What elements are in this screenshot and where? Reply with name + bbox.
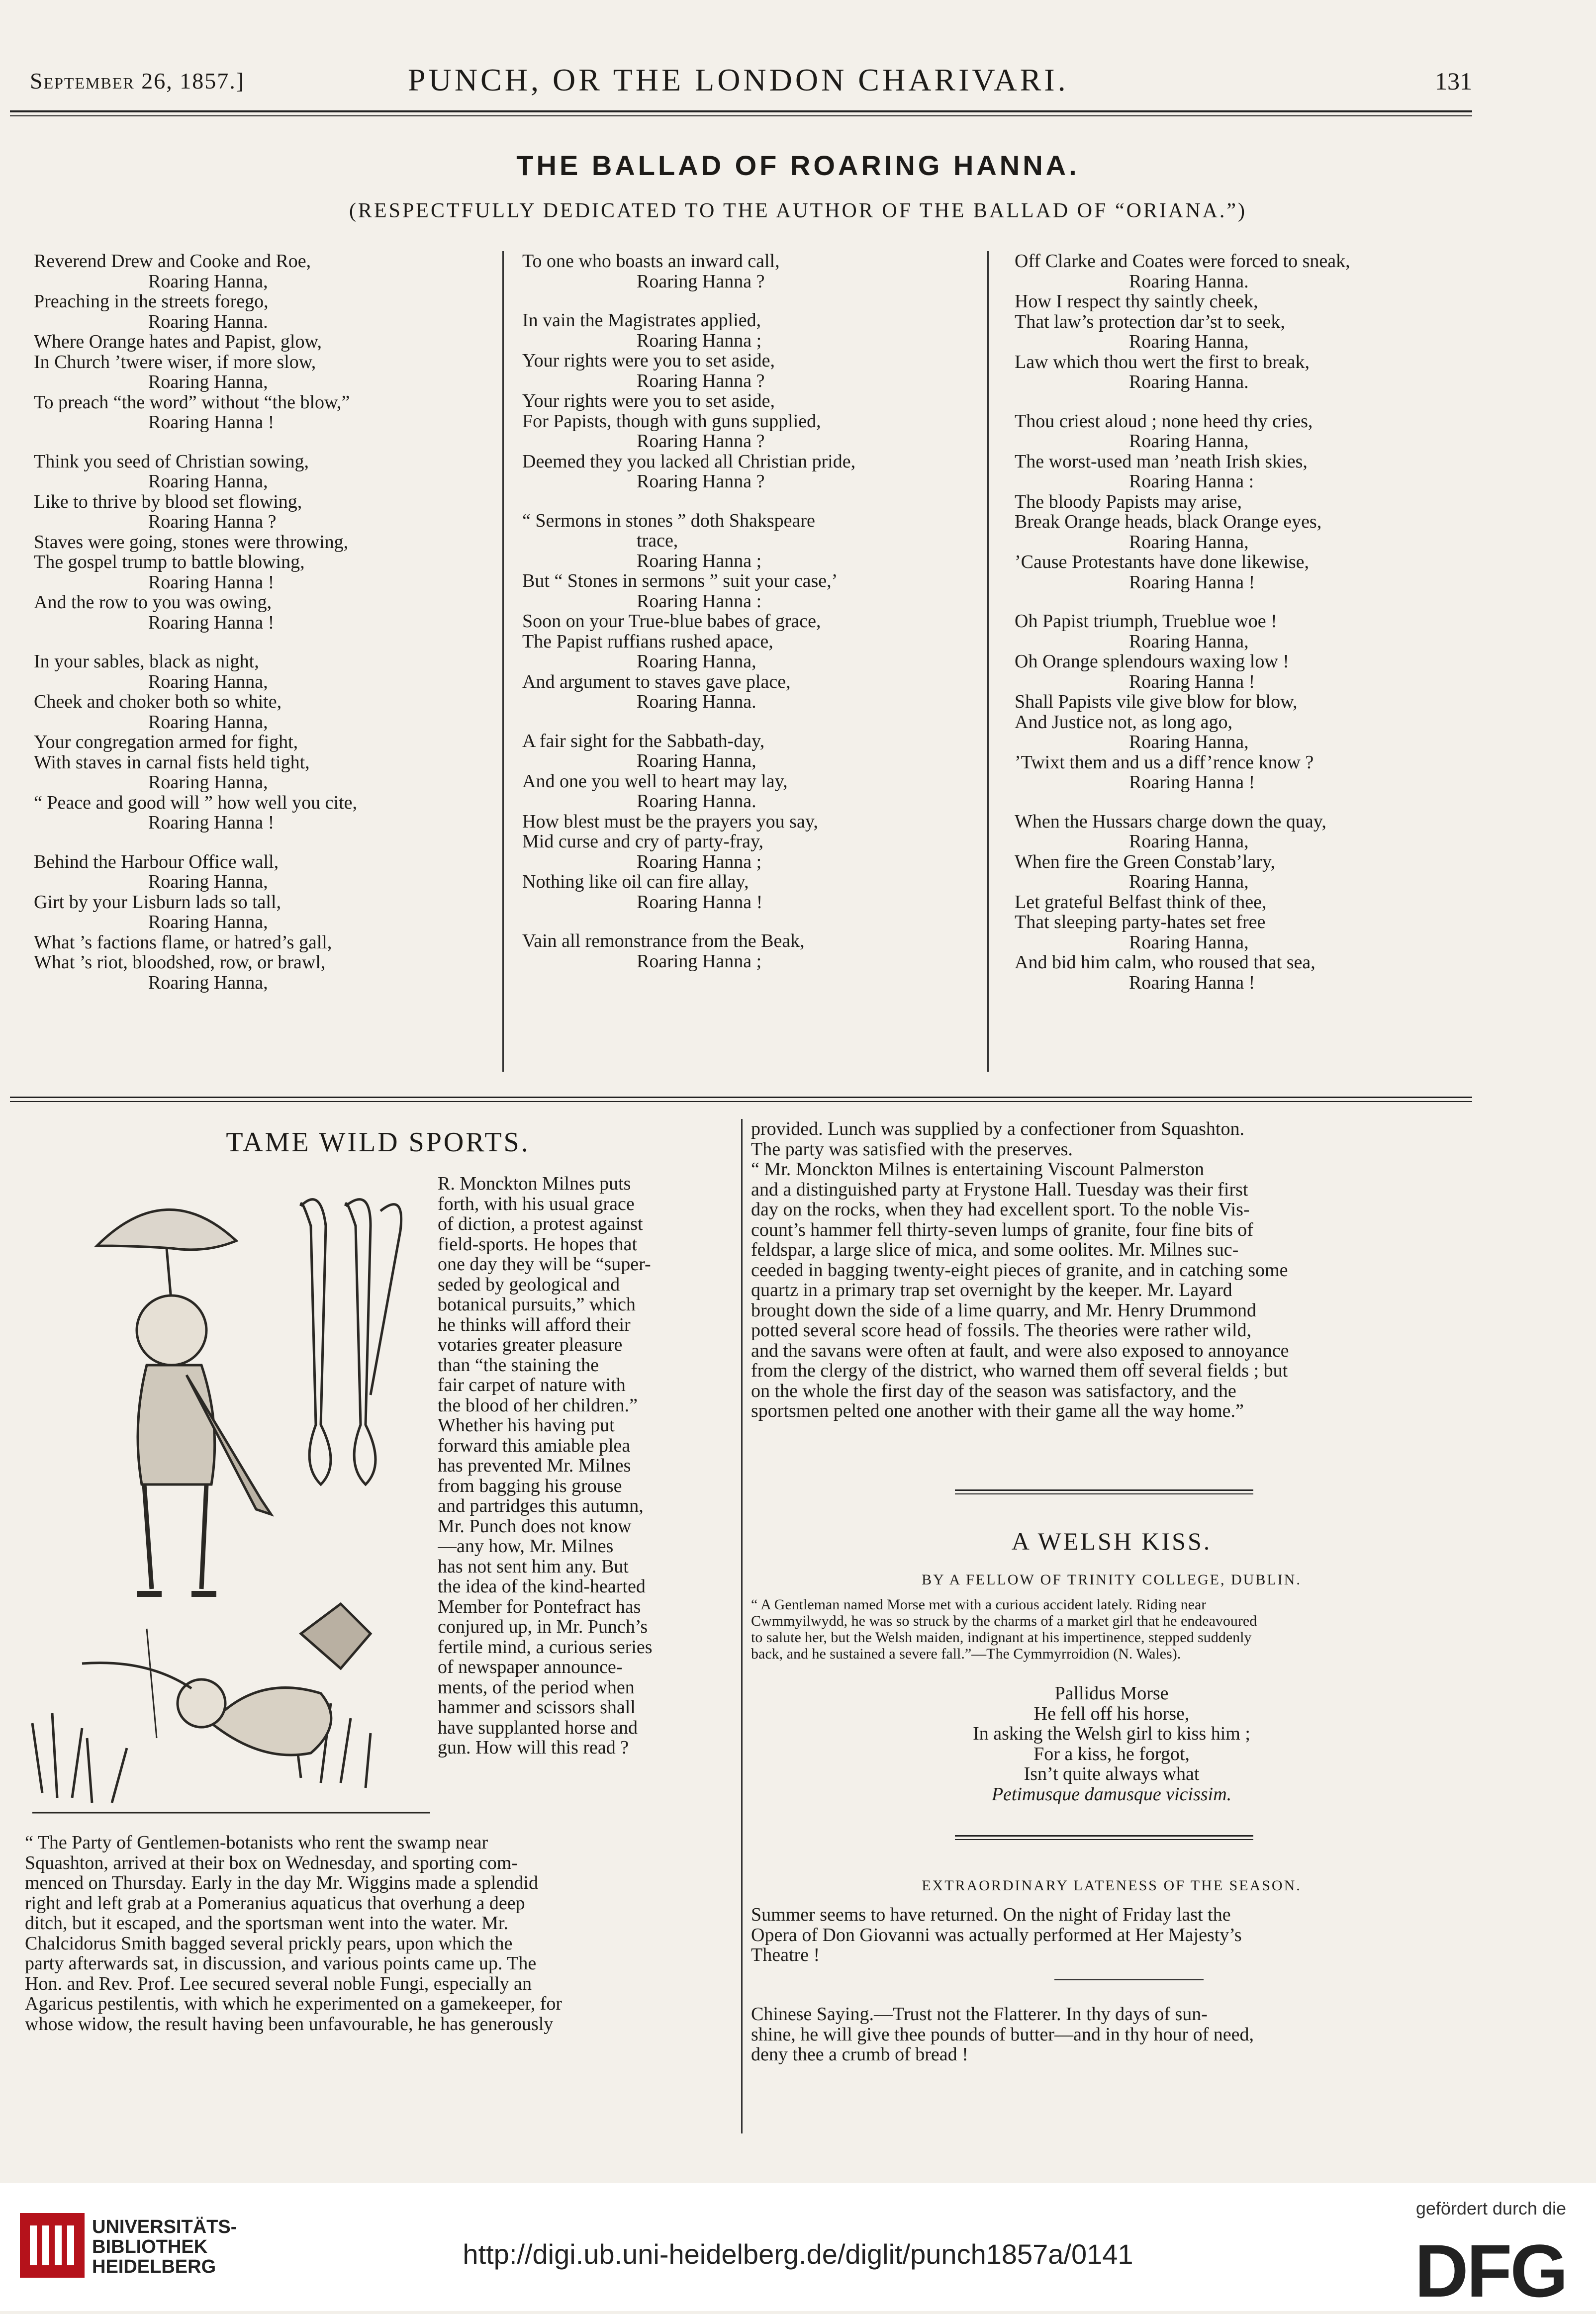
text-line: Summer seems to have returned. On the night of Friday last the: [751, 1905, 1231, 1925]
poem-line: In asking the Welsh girl to kiss him ;: [973, 1723, 1250, 1744]
text-line: Roaring Hanna,: [1129, 732, 1249, 752]
text-line: Roaring Hanna,: [148, 912, 268, 932]
text-line: Roaring Hanna :: [637, 590, 762, 612]
text-line: from the clergy of the district, who warned them off several fields ; but: [751, 1361, 1288, 1381]
text-line: Roaring Hanna,: [148, 371, 268, 392]
text-line: The bloody Papists may arise,: [1015, 491, 1242, 512]
separator: [955, 1489, 1253, 1491]
poem-line: Isn’t quite always what: [1024, 1763, 1200, 1784]
section-rule: [10, 1097, 1472, 1098]
text-line: How blest must be the prayers you say,: [522, 811, 818, 832]
tame-wild-sports-continuation: [751, 1119, 1472, 1421]
text-line: [522, 712, 855, 731]
text-line: and partridges this autumn,: [438, 1496, 644, 1516]
text-line: Cheek and choker both so white,: [34, 691, 282, 712]
text-line: Theatre !: [751, 1945, 820, 1965]
text-line: deny thee a crumb of bread !: [751, 2044, 968, 2065]
text-line: of newspaper announce-: [438, 1657, 623, 1677]
text-line: Break Orange heads, black Orange eyes,: [1015, 511, 1322, 532]
text-line: Roaring Hanna ;: [637, 330, 762, 351]
text-line: Roaring Hanna !: [1129, 772, 1255, 793]
text-line: Mid curse and cry of party-fray,: [522, 831, 764, 852]
publication-title: PUNCH, OR THE LONDON CHARIVARI.: [408, 62, 1069, 97]
text-line: count’s hammer fell thirty-seven lumps of granite, four fine bits of: [751, 1219, 1253, 1240]
text-line: has not sent him any. But: [438, 1556, 629, 1576]
text-line: than “the staining the: [438, 1355, 599, 1375]
tame-wild-sports-title: TAME WILD SPORTS.: [226, 1127, 530, 1158]
text-line: Roaring Hanna,: [637, 651, 756, 672]
text-line: Roaring Hanna.: [148, 311, 268, 332]
poem-line: Petimusque damusque vicissim.: [991, 1783, 1232, 1805]
text-line: —any how, Mr. Milnes: [438, 1536, 614, 1557]
text-line: party afterwards sat, in discussion, and various points came up. The: [25, 1953, 537, 1974]
header-rule: [10, 110, 1472, 112]
text-line: Roaring Hanna,: [148, 471, 268, 492]
text-line: Whether his having put: [438, 1415, 615, 1436]
text-line: [34, 433, 357, 452]
text-line: Roaring Hanna ;: [637, 950, 762, 972]
text-line: How I respect thy saintly cheek,: [1015, 291, 1258, 312]
text-line: menced on Thursday. Early in the day Mr. Wiggins made a splendid: [25, 1873, 538, 1893]
separator-thin: [955, 1493, 1253, 1494]
text-line: Staves were going, stones were throwing,: [34, 531, 349, 553]
text-line: What ’s riot, bloodshed, row, or brawl,: [34, 952, 326, 973]
text-line: And the row to you was owing,: [34, 592, 272, 613]
text-line: Roaring Hanna.: [637, 691, 756, 712]
text-line: Behind the Harbour Office wall,: [34, 851, 279, 872]
text-line: Member for Pontefract has: [438, 1596, 641, 1617]
text-line: [1015, 392, 1350, 411]
separator: [1054, 1979, 1204, 1980]
text-line: Roaring Hanna !: [148, 812, 275, 833]
text-line: ments, of the period when: [438, 1677, 635, 1697]
ballad-column-1: [34, 251, 357, 993]
text-line: When fire the Green Constab’lary,: [1015, 851, 1276, 872]
text-line: [522, 291, 855, 310]
digitization-footer: [0, 2183, 1596, 2311]
section-rule-thin: [10, 1101, 1472, 1102]
text-line: Vain all remonstrance from the Beak,: [522, 930, 805, 951]
text-line: Where Orange hates and Papist, glow,: [34, 331, 322, 352]
text-line: Roaring Hanna,: [1129, 831, 1249, 852]
text-line: one day they will be “super-: [438, 1254, 651, 1275]
text-line: Roaring Hanna !: [1129, 671, 1255, 692]
text-line: That sleeping party-hates set free: [1015, 912, 1266, 932]
text-line: on the whole the first day of the season was satisfactory, and the: [751, 1381, 1236, 1401]
text-line: Roaring Hanna ;: [637, 851, 762, 872]
text-line: whose widow, the result having been unfavourable, he has generously: [25, 2014, 554, 2034]
text-line: [1015, 592, 1350, 611]
text-line: Like to thrive by blood set flowing,: [34, 491, 302, 512]
text-line: Roaring Hanna,: [148, 772, 268, 793]
text-line: “ The Party of Gentlemen-botanists who rent the swamp near: [25, 1833, 488, 1853]
text-line: In Church ’twere wiser, if more slow,: [34, 351, 316, 372]
text-line: Roaring Hanna !: [1129, 571, 1255, 593]
text-line: sportsmen pelted one another with their game all the way home.”: [751, 1401, 1244, 1421]
text-line: Law which thou wert the first to break,: [1015, 351, 1310, 372]
text-line: Roaring Hanna.: [637, 791, 756, 812]
text-line: fertile mind, a curious series: [438, 1637, 653, 1657]
text-line: seded by geological and: [438, 1274, 620, 1295]
text-line: “ Mr. Monckton Milnes is entertaining Viscount Palmerston: [751, 1159, 1205, 1180]
text-line: Roaring Hanna !: [1129, 972, 1255, 993]
text-line: Roaring Hanna,: [148, 671, 268, 692]
text-line: and a distinguished party at Frystone Hall. Tuesday was their first: [751, 1179, 1248, 1200]
poem-line: For a kiss, he forgot,: [1033, 1743, 1190, 1764]
lateness-title: EXTRAORDINARY LATENESS OF THE SEASON.: [922, 1877, 1302, 1894]
text-line: from bagging his grouse: [438, 1476, 622, 1496]
text-line: Nothing like oil can fire allay,: [522, 871, 749, 892]
text-line: Roaring Hanna.: [1129, 371, 1249, 392]
text-line: brought down the side of a lime quarry, and Mr. Henry Drummond: [751, 1300, 1256, 1320]
text-line: hammer and scissors shall: [438, 1697, 636, 1718]
text-line: To preach “the word” without “the blow,”: [34, 391, 350, 413]
text-line: the blood of her children.”: [438, 1395, 638, 1415]
text-line: the idea of the kind-hearted: [438, 1576, 646, 1597]
text-line: Reverend Drew and Cooke and Roe,: [34, 251, 311, 272]
text-line: The gospel trump to battle blowing,: [34, 552, 305, 572]
botanist-illustration: [22, 1166, 435, 1828]
welsh-kiss-poem: [751, 1683, 1472, 1804]
text-line: And one you well to heart may lay,: [522, 770, 788, 792]
text-line: votaries greater pleasure: [438, 1335, 623, 1355]
text-line: Roaring Hanna :: [1129, 471, 1254, 492]
text-line: Roaring Hanna !: [637, 891, 763, 913]
ballad-column-3: [1015, 251, 1350, 993]
text-line: Hon. and Rev. Prof. Lee secured several noble Fungi, especially an: [25, 1973, 532, 1994]
text-line: A fair sight for the Sabbath-day,: [522, 730, 765, 751]
text-line: Shall Papists vile give blow for blow,: [1015, 691, 1298, 712]
text-line: quartz in a primary trap set overnight by the keeper. Mr. Layard: [751, 1280, 1232, 1300]
text-line: to salute her, but the Welsh maiden, indignant at his impertinence, stepped suddenly: [751, 1629, 1252, 1646]
text-line: trace,: [637, 530, 678, 551]
text-line: Deemed they you lacked all Christian pride,: [522, 451, 856, 472]
text-line: Roaring Hanna,: [637, 750, 756, 771]
text-line: Oh Orange splendours waxing low !: [1015, 651, 1289, 672]
text-line: Roaring Hanna,: [1129, 431, 1249, 452]
text-line: Think you seed of Christian sowing,: [34, 451, 309, 472]
text-line: field-sports. He hopes that: [438, 1234, 638, 1254]
text-line: [522, 912, 855, 931]
column-divider: [502, 251, 504, 1072]
text-line: The party was satisfied with the preserves.: [751, 1139, 1073, 1159]
text-line: “ Peace and good will ” how well you cite,: [34, 792, 358, 813]
text-line: [34, 833, 357, 852]
issue-date: September 26, 1857.]: [30, 68, 245, 93]
text-line: Roaring Hanna,: [148, 871, 268, 892]
text-line: Oh Papist triumph, Trueblue woe !: [1015, 611, 1277, 632]
text-line: Thou criest aloud ; none heed thy cries,: [1015, 410, 1313, 432]
ballad-dedication: (RESPECTFULLY DEDICATED TO THE AUTHOR OF THE BALLAD OF “ORIANA.”): [349, 199, 1247, 222]
chinese-saying-text: [751, 2004, 1472, 2065]
text-line: Roaring Hanna,: [148, 271, 268, 292]
library-name: UNIVERSITÄTS- BIBLIOTHEK HEIDELBERG: [92, 2217, 237, 2277]
text-line: Agaricus pestilentis, with which he experimented on a gamekeeper, for: [25, 1994, 563, 2014]
text-line: “ A Gentleman named Morse met with a curious accident lately. Riding near: [751, 1596, 1207, 1613]
text-line: But “ Stones in sermons ” suit your case,’: [522, 570, 838, 591]
text-line: of diction, a protest against: [438, 1214, 643, 1234]
text-line: gun. How will this read ?: [438, 1738, 629, 1758]
text-line: potted several score head of fossils. The theories were rather wild,: [751, 1320, 1251, 1341]
text-line: The worst-used man ’neath Irish skies,: [1015, 451, 1308, 472]
text-line: Roaring Hanna !: [148, 571, 275, 593]
welsh-kiss-note: [751, 1596, 1472, 1662]
poem-line: He fell off his horse,: [1033, 1703, 1190, 1724]
text-line: have supplanted horse and: [438, 1717, 638, 1738]
text-line: And bid him calm, who roused that sea,: [1015, 952, 1315, 973]
text-line: And Justice not, as long ago,: [1015, 711, 1233, 733]
lateness-text: [751, 1905, 1472, 1965]
text-line: Chalcidorus Smith bagged several prickly pears, upon which the: [25, 1933, 513, 1953]
text-line: Your rights were you to set aside,: [522, 390, 775, 411]
text-line: provided. Lunch was supplied by a confectioner from Squashton.: [751, 1119, 1244, 1139]
text-line: Roaring Hanna.: [1129, 271, 1249, 292]
text-line: Roaring Hanna !: [148, 412, 275, 433]
separator-thin: [955, 1839, 1253, 1840]
text-line: The Papist ruffians rushed apace,: [522, 631, 773, 652]
text-line: ’Cause Protestants have done likewise,: [1015, 552, 1310, 572]
text-line: and the savans were often at fault, and were also exposed to annoyance: [751, 1340, 1289, 1361]
text-line: Preaching in the streets forego,: [34, 291, 269, 312]
welsh-kiss-title: A WELSH KISS.: [1011, 1527, 1212, 1555]
text-line: Let grateful Belfast think of thee,: [1015, 891, 1267, 913]
text-line: When the Hussars charge down the quay,: [1015, 811, 1326, 832]
text-line: Roaring Hanna,: [1129, 331, 1249, 352]
column-divider: [987, 251, 989, 1072]
text-line: Squashton, arrived at their box on Wednesday, and sporting com-: [25, 1852, 518, 1873]
text-line: Cwmmyilwydd, he was so struck by the charms of a market girl that he endeavoured: [751, 1613, 1257, 1629]
text-line: [34, 633, 357, 651]
text-line: he thinks will afford their: [438, 1314, 631, 1335]
text-line: right and left grab at a Pomeranius aquaticus that overhung a deep: [25, 1893, 525, 1913]
text-line: Your rights were you to set aside,: [522, 350, 775, 371]
text-line: Roaring Hanna ;: [637, 550, 762, 571]
text-line: Roaring Hanna,: [1129, 871, 1249, 892]
text-line: That law’s protection dar’st to seek,: [1015, 311, 1285, 332]
text-line: has prevented Mr. Milnes: [438, 1456, 631, 1476]
text-line: ’Twixt them and us a diff’rence know ?: [1015, 751, 1314, 773]
text-line: Mr. Punch does not know: [438, 1516, 632, 1536]
text-line: Roaring Hanna,: [1129, 531, 1249, 553]
column-divider: [741, 1119, 743, 2133]
text-line: fair carpet of nature with: [438, 1375, 626, 1395]
text-line: Roaring Hanna,: [148, 972, 268, 993]
text-line: Soon on your True-blue babes of grace,: [522, 611, 821, 632]
text-line: Girt by your Lisburn lads so tall,: [34, 891, 282, 913]
text-line: Roaring Hanna ?: [637, 471, 765, 492]
text-line: feldspar, a large slice of mica, and some oolites. Mr. Milnes suc-: [751, 1240, 1239, 1260]
text-line: ditch, but it escaped, and the sportsman went into the water. Mr.: [25, 1913, 508, 1934]
text-line: For Papists, though with guns supplied,: [522, 410, 821, 432]
funding-label: gefördert durch die: [1415, 2198, 1566, 2219]
text-line: [522, 492, 855, 511]
page-number: 131: [1435, 67, 1472, 95]
ballad-column-2: [522, 251, 855, 971]
text-line: With staves in carnal fists held tight,: [34, 751, 310, 773]
text-line: Roaring Hanna ?: [637, 370, 765, 391]
separator: [955, 1835, 1253, 1837]
text-line: Roaring Hanna ?: [637, 431, 765, 452]
running-header: [30, 60, 1472, 104]
text-line: What ’s factions flame, or hatred’s gall,: [34, 931, 332, 953]
text-line: Chinese Saying.—Trust not the Flatterer. In thy days of sun-: [751, 2004, 1208, 2025]
text-line: Off Clarke and Coates were forced to sneak,: [1015, 251, 1350, 272]
tame-wild-sports-text: [25, 1833, 736, 2034]
text-line: And argument to staves gave place,: [522, 671, 791, 692]
text-line: ceeded in bagging twenty-eight pieces of granite, and in catching some: [751, 1260, 1288, 1280]
text-line: Roaring Hanna,: [148, 711, 268, 733]
text-line: day on the rocks, when they had excellent sport. To the noble Vis-: [751, 1200, 1250, 1220]
text-line: botanical pursuits,” which: [438, 1295, 636, 1315]
text-line: Roaring Hanna,: [1129, 631, 1249, 652]
text-line: shine, he will give thee pounds of butter—and in thy hour of need,: [751, 2024, 1254, 2044]
text-line: Opera of Don Giovanni was actually performed at Her Majesty’s: [751, 1925, 1242, 1945]
welsh-kiss-byline: BY A FELLOW OF TRINITY COLLEGE, DUBLIN.: [922, 1572, 1302, 1588]
text-line: In your sables, black as night,: [34, 651, 259, 672]
tame-wild-sports-wrap-text: [438, 1174, 736, 1758]
text-line: back, and he sustained a severe fall.”—The Cymmyrroidion (N. Wales).: [751, 1646, 1181, 1662]
text-line: forward this amiable plea: [438, 1435, 631, 1456]
header-rule-thin: [10, 115, 1472, 116]
text-line: forth, with his usual grace: [438, 1194, 635, 1214]
text-line: [1015, 793, 1350, 812]
text-line: Your congregation armed for fight,: [34, 732, 298, 752]
source-url-link[interactable]: http://digi.ub.uni-heidelberg.de/diglit/punch1857a/0141: [463, 2238, 1133, 2270]
text-line: Roaring Hanna ?: [637, 271, 765, 292]
text-line: In vain the Magistrates applied,: [522, 310, 761, 331]
text-line: “ Sermons in stones ” doth Shakspeare: [522, 510, 815, 531]
text-line: conjured up, in Mr. Punch’s: [438, 1617, 648, 1637]
dfg-logo: DFG: [1414, 2229, 1566, 2313]
text-line: Roaring Hanna ?: [148, 511, 277, 532]
text-line: Roaring Hanna !: [148, 612, 275, 633]
poem-line: Pallidus Morse: [1054, 1683, 1169, 1704]
text-line: Roaring Hanna,: [1129, 931, 1249, 953]
ballad-title: THE BALLAD OF ROARING HANNA.: [516, 150, 1080, 181]
text-line: R. Monckton Milnes puts: [438, 1174, 631, 1194]
text-line: To one who boasts an inward call,: [522, 251, 780, 272]
